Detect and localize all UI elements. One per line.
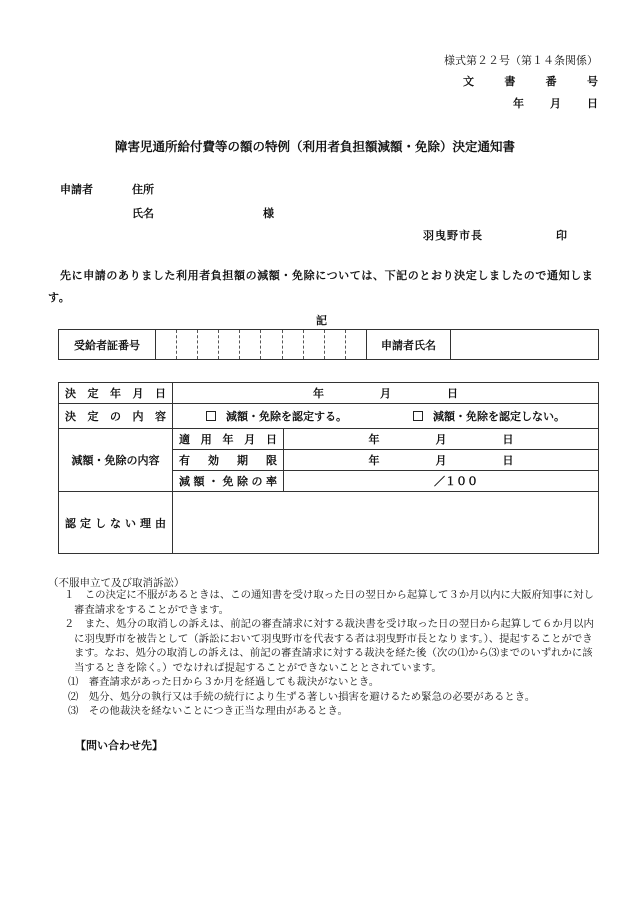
- recipient-number-label: 受給者証番号: [59, 330, 156, 360]
- note-item-2: ２ また、処分の取消しの訴えは、前記の審査請求に対する裁決書を受け取った日の翌日から起算して６か月以内に羽曳野市を被告として（訴訟において羽曳野市を代表する者は羽曳野市長となります。）、提起することができます。なお、処分の取消しの訴えは、前記の審査請求に対する裁決を経た後（次の⑴から⑶までのいずれかに該当するときを除く。）でなければ提起することができないこととされています。: [64, 618, 594, 674]
- decision-month: 月: [380, 387, 391, 400]
- applicant-label: 申請者: [60, 183, 93, 196]
- apply-date-value[interactable]: 年 月 日: [284, 429, 599, 450]
- decision-day: 日: [447, 387, 458, 400]
- notes-body: [52, 588, 597, 719]
- approve-checkbox[interactable]: [206, 411, 216, 421]
- note-sub-1: ⑴ 審査請求があった日から３か月を経過しても裁決がないとき。: [68, 676, 380, 688]
- issue-date-label: [513, 95, 598, 111]
- page-title: 障害児通所給付費等の額の特例（利用者負担額減額・免除）決定通知書: [114, 139, 515, 154]
- notes-heading: （不服申立て及び取消訴訟）: [48, 577, 185, 589]
- doc-label-char: 番: [545, 75, 557, 88]
- rate-value[interactable]: [284, 471, 599, 492]
- deny-checkbox[interactable]: [413, 411, 423, 421]
- decision-date-label-cell: [59, 383, 173, 404]
- form-number: 様式第２２号（第１４条関係）: [444, 54, 598, 67]
- issuer-name: 羽曳野市長: [423, 229, 483, 242]
- decision-date-label: 決 定 年 月 日: [65, 387, 166, 400]
- decision-date-value[interactable]: [173, 383, 599, 404]
- note-sub-3: ⑶ その他裁決を経ないことにつき正当な理由があるとき。: [68, 705, 348, 717]
- address-label: 住所: [132, 183, 154, 196]
- rate-label-cell: 減 額 ・ 免 除 の 率: [173, 471, 284, 492]
- doc-label-char: 書: [504, 75, 516, 88]
- valid-period-value[interactable]: 年 月 日: [284, 450, 599, 471]
- decision-table: [58, 382, 599, 554]
- honorific: 様: [263, 207, 274, 220]
- intro-text: 先に申請のありました利用者負担額の減額・免除については、下記のとおり決定しましたので通知します。: [48, 269, 594, 304]
- doc-label-char: 文: [463, 75, 474, 88]
- date-month: 月: [550, 97, 561, 110]
- decision-year: 年: [313, 387, 324, 400]
- option-approve-label: 減額・免除を認定する。: [226, 410, 347, 423]
- valid-period-label-cell: 有 効 期 限: [173, 450, 284, 471]
- option-deny[interactable]: [413, 408, 565, 424]
- recipient-number-field[interactable]: [156, 330, 367, 360]
- doc-label-char: 号: [586, 75, 598, 88]
- applicant-name-label: 申請者氏名: [367, 330, 451, 360]
- name-label: 氏名: [132, 207, 154, 220]
- recipient-table: [58, 329, 599, 360]
- reason-label-cell: 認 定 し な い 理 由: [59, 492, 173, 554]
- note-sub-2: ⑵ 処分、処分の執行又は手続の続行により生ずる著しい損害を避けるため緊急の必要があるとき。: [68, 690, 536, 703]
- seal-mark: 印: [556, 229, 567, 242]
- reduction-label: 減額・免除の内容: [59, 429, 173, 492]
- note-item-1: １ この決定に不服があるときは、この通知書を受け取った日の翌日から起算して３か月以内に大阪府知事に対し審査請求をすることができます。: [64, 589, 594, 616]
- decision-content-label-cell: 決 定 の 内 容: [59, 404, 173, 429]
- contact-heading: 【問い合わせ先】: [75, 739, 163, 752]
- option-approve[interactable]: [206, 408, 347, 424]
- apply-date-label-cell: 適 用 年 月 日: [173, 429, 284, 450]
- date-day: 日: [587, 97, 598, 110]
- ki-heading: 記: [316, 314, 327, 327]
- option-deny-label: 減額・免除を認定しない。: [433, 410, 565, 423]
- decision-content-options: [173, 404, 599, 429]
- document-number-label: [463, 73, 598, 89]
- rate-value-text: ／１００: [434, 475, 478, 488]
- date-year: 年: [513, 97, 524, 110]
- reason-field[interactable]: [173, 492, 599, 554]
- applicant-name-field[interactable]: [451, 330, 599, 360]
